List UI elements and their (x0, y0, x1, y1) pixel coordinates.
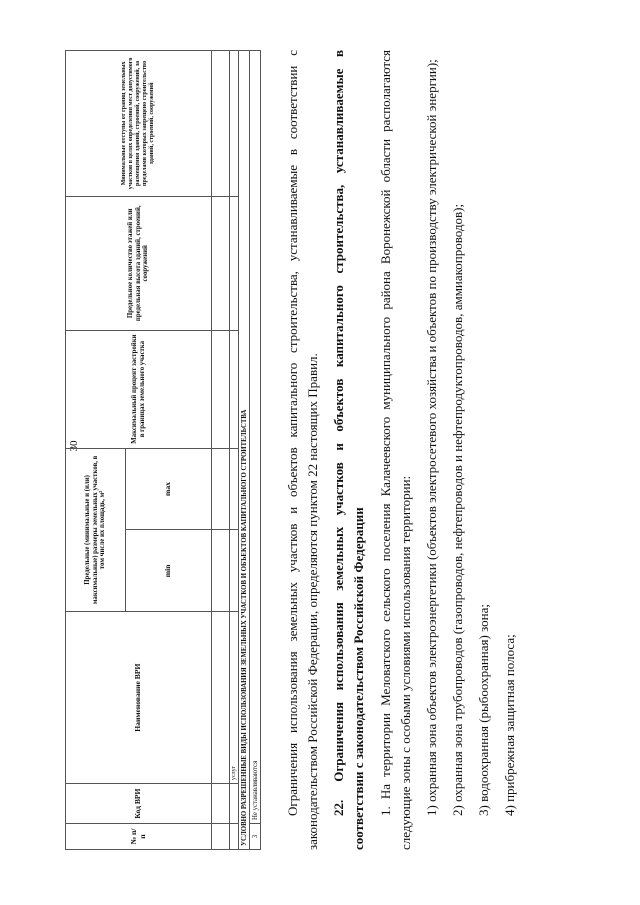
paragraph-2: 1. На территории Меловатского сельского поселения Калачеевского муниципального района Воронежской области располагаются следующие зоны с особыми условиями использования территории: (377, 50, 413, 850)
body-text (283, 50, 526, 850)
section-conditional: УСЛОВНО РАЗРЕШЕННЫЕ ВИДЫ ИСПОЛЬЗОВАНИЯ ЗЕМЕЛЬНЫХ УЧАСТКОВ И ОБЪЕКТОВ КАПИТАЛЬНОГО СТРОИТЕЛЬСТВА (239, 51, 250, 850)
header-percent: Максимальный процент застройки в границах земельного участка (66, 330, 212, 448)
list-item-1: 1) охранная зона объектов электроэнергетики (объектов электросетевого хозяйства и объектов по производству электрической энергии); (423, 59, 439, 816)
header-setbacks: Минимальные отступы от границ земельных участков в целях определения мест допустимого размещения зданий, строений, сооружений, за пределами которых запрещено строительство зданий, строений, сооружений (66, 51, 212, 197)
paragraph-1: Ограничения использования земельных участков и объектов капитального строительства, устанавливаемые в соответствии с законодательством Российской Федерации, определяются пунктом 22 настоящих Правил. (285, 50, 321, 850)
header-floors: Предельное количество этажей или предельная высота зданий, строений, сооружений (66, 196, 212, 330)
section-heading-text: Ограничения использования земельных участков и объектов капитального строительства, устанавливаемые в соответствии с законодательством Российской Федерации (331, 50, 367, 850)
header-min: min (126, 530, 212, 612)
section-heading-number: 22. (331, 799, 347, 816)
table-row (212, 51, 230, 850)
list-item-3: 3) водоохранная (рыбоохранная) зона; (476, 604, 492, 816)
regulations-table (65, 50, 261, 850)
header-size: Предельные (минимальные и (или) максимальные) размеры земельных участков, в том числе их площадь, м² (66, 448, 126, 612)
section-row (239, 51, 250, 850)
list-item-4: 4) прибрежная защитная полоса; (502, 634, 518, 816)
page-number: 30 (68, 440, 80, 452)
row3-num: 3 (250, 824, 261, 850)
table-row (230, 51, 239, 850)
header-name: Наименование ВРИ (66, 612, 212, 784)
rotated-page-content (65, 50, 585, 850)
services-fragment: услуг (230, 612, 239, 784)
section-heading (329, 50, 369, 850)
header-code: Код ВРИ (66, 784, 212, 824)
header-max: max (126, 448, 212, 530)
list-item-2: 2) охранная зона трубопроводов (газопроводов, нефтепроводов и нефтепродуктопроводов, аммиакопроводов); (449, 203, 465, 816)
row3-text: Не устанавливаются (250, 51, 261, 824)
header-num: № п/п (66, 824, 212, 850)
table-row (250, 51, 261, 850)
table-header-row (66, 51, 126, 850)
